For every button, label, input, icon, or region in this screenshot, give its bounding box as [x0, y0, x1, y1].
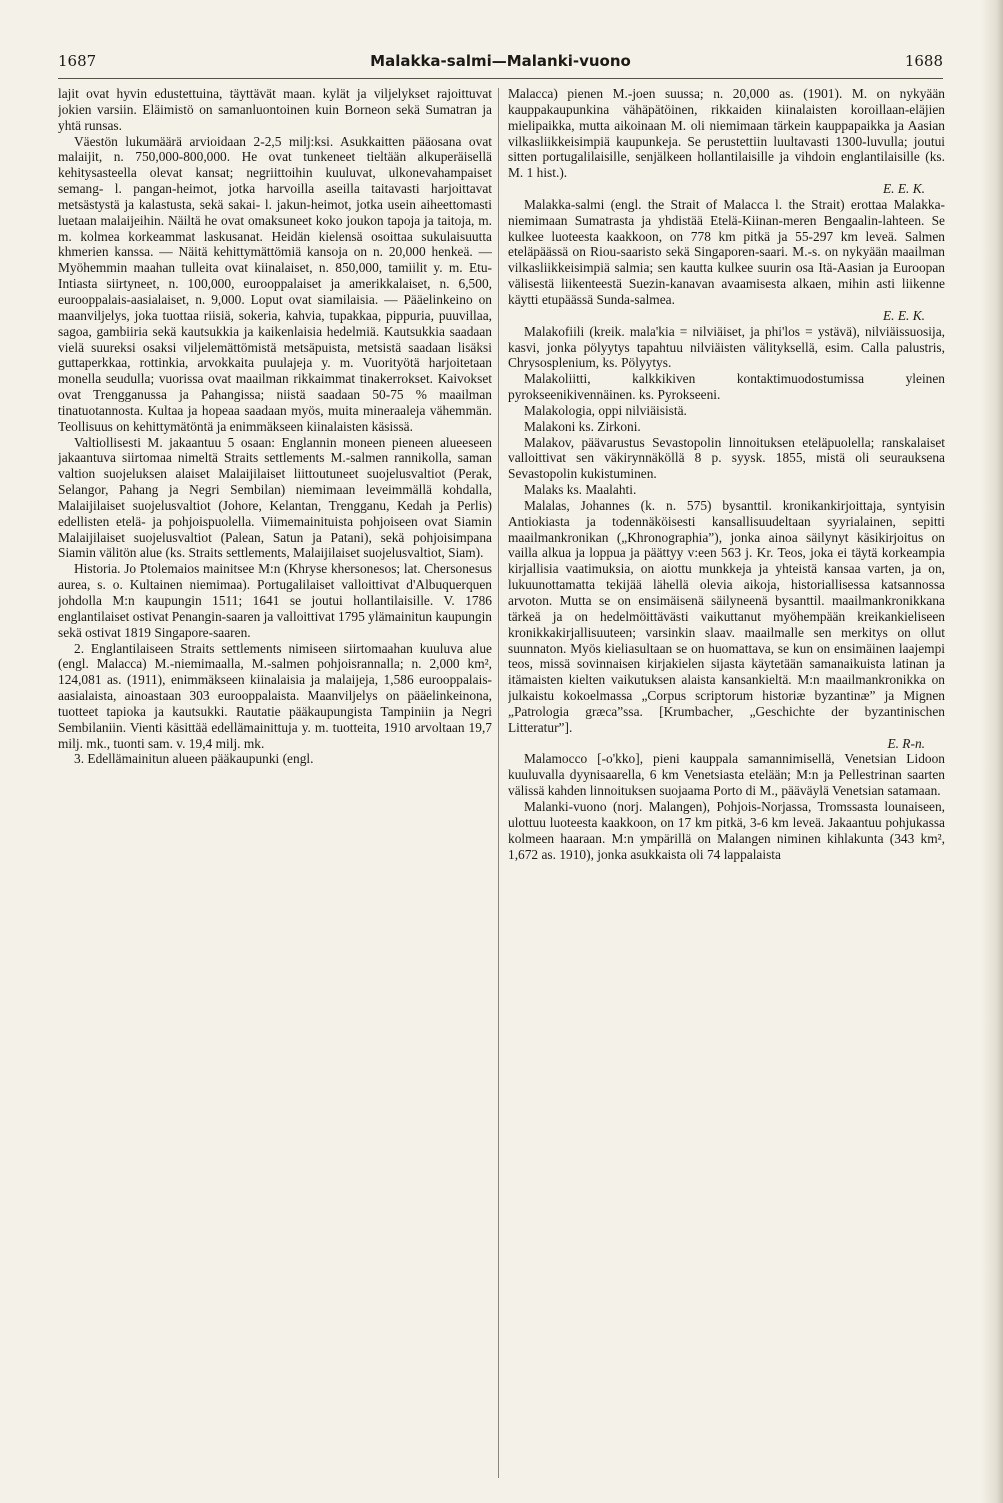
- paragraph: Valtiollisesti M. jakaantuu 5 osaan: Englannin moneen pieneen alueeseen jakaantuva siirtomaa nimeltä Straits settlements M.-salmen rannikolla, saman valtion suojeluksen alaiset Malaijilaiset liittoutuneet suojelusvaltiot (Perak, Selangor, Pahang ja Negri Sembilan) niemimaan leveimmällä kohdalla, Malaijilaiset suojelusvaltiot (Johore, Kelantan, Trengganu, Kedah ja Perlis) edellisten etelä- ja pohjoispuolella. Viimemainituista pohjoiseen ovat Siamin Malaijilaiset suojelusvaltiot (Palean, Satun ja Patani), sekä pohjoisimpana Siamin välitön alue (ks. Straits settlements, Malaijilaiset suojelusvaltiot, Siam).: [58, 434, 492, 561]
- page-number-left: 1687: [58, 52, 97, 70]
- paragraph: Malacca) pienen M.-joen suussa; n. 20,000 as. (1901). M. on nykyään kauppakaupunkina vähäpätöinen, rikkaiden kiinalaisten koroillaan-eläjien mielipaikka, mutta aikoinaan M. oli niemimaan tärkein kauppapaikka ja Aasian vilkasliikkeisimpiä kaupunkeja. Se perustettiin luultavasti 1300-luvulla; joutui sitten portugalilaisille, senjälkeen hollantilaisille ja vihdoin englantilaisille (ks. M. 1 hist.).: [508, 86, 945, 181]
- author-signature: E. R-n.: [887, 735, 925, 751]
- right-column: [508, 86, 945, 1486]
- entry-malakoliitti: Malakoliitti, kalkkikiven kontaktimuodostumissa yleinen pyrokseenikivennäinen. ks. Pyrokseeni.: [508, 371, 945, 403]
- page-number-right: 1688: [904, 52, 943, 70]
- author-signature: E. E. K.: [882, 181, 925, 197]
- left-column: [58, 86, 492, 1486]
- entry-malamocco: Malamocco [-o'kko], pieni kauppala samannimisellä, Venetsian Lidoon kuuluvalla dyynisaarella, 6 km Venetsiasta etelään; M:n ja Pellestrinan saarten välissä kahden linnoituksen suojaama Porto di M., pääväylä Venetsian satamaan.: [508, 751, 945, 799]
- column-divider: [498, 88, 499, 1478]
- entry-malakologia: Malakologia, oppi nilviäisistä.: [524, 402, 687, 418]
- paragraph: 3. Edellämainitun alueen pääkaupunki (engl.: [74, 751, 314, 767]
- entry-malanki-vuono: Malanki-vuono (norj. Malangen), Pohjois-Norjassa, Tromssasta lounaiseen, ulottuu luoteesta kaakkoon, on 17 km pitkä, 3-6 km leveä. Jakaantuu pohjukassa kolmeen haaraan. M:n ympärillä on Malangen niminen kihlakunta (343 km², 1,672 as. 1910), jonka asukkaista oli 74 lappalaista: [508, 798, 945, 862]
- page-edge-shadow: [981, 0, 1003, 1503]
- paragraph: Historia. Jo Ptolemaios mainitsee M:n (Khryse khersonesos; lat. Chersonesus aurea, s. o. Kultainen niemimaa). Portugalilaiset valloittivat d'Albuquerquen johdolla M:n kaupungin 1511; 1641 se joutui hollantilaisille. V. 1786 englantilaiset ostivat Penangin-saaren ja valloittivat 1795 ylämainitun kaupungin sekä ostivat 1819 Singapore-saaren.: [58, 561, 492, 640]
- paragraph: lajit ovat hyvin edustettuina, täyttävät maan. kylät ja viljelykset rajoittuvat jokien varsiin. Eläimistö on samanluontoinen kuin Borneon sekä Sumatran ja yhtä runsas.: [58, 86, 492, 133]
- entry-malaks: Malaks ks. Maalahti.: [524, 482, 637, 498]
- header-rule: [58, 78, 943, 79]
- running-title: Malakka-salmi—Malanki-vuono: [370, 52, 631, 70]
- entry-malakofiili: Malakofiili (kreik. mala'kia = nilviäiset, ja phi'los = ystävä), nilviäissuosija, kasvi, jonka pölyytys tapahtuu nilviäisten välityksellä, esim. Calla palustris, Chrysosplenium, ks. Pölyytys.: [508, 323, 945, 371]
- entry-malalas: Malalas, Johannes (k. n. 575) bysanttil. kronikankirjoittaja, syntyisin Antiokiasta ja todennäköisesti kansallisuudeltaan syyrialainen, sepitti maailmankronikan („Khronographia”), jonka ainoa säilynyt käsikirjoitus on vailla alkua ja loppua ja päättyy v:een 563 j. Kr. Teos, joka ei täytä korkeampia kirjallisia vaatimuksia, on aiottu munkkeja ja yhteistä kansaa varten, ja on, lukuunottamatta tekijää lähellä olevia aikoja, historiallisessa katsannossa arvoton. Mutta se on ensimäisenä säilyneenä bysanttil. maailmankronikkana tärkeä ja on hedelmöittävästi vaikuttanut myöhempään kreikankieliseen kronikkakirjallisuuteen; varsinkin slaav. maailmalle sen merkitys on ollut suunnaton. Myös kieliasultaan se on huomattava, se kun on ensimäinen laajempi teos, missä sovinnaisen kirjakielen sijasta käytetään samanaikuista latinan ja itämaisten kielten vaikutuksen alaista kansankieltä. M:n maailmankronikka on julkaistu kokoelmassa „Corpus scriptorum historiæ byzantinæ” ja Mignen „Patrologia græca”ssa. [Krumbacher, „Geschichte der byzantinischen Litteratur”].: [508, 497, 945, 735]
- paragraph: Väestön lukumäärä arvioidaan 2-2,5 milj:ksi. Asukkaitten pääosana ovat malaijit, n. 750,000-800,000. He ovat tunkeneet tieltään alkuperäisellä kehitysasteella olevat kansat; negriittoihin kuuluvat, ulkonevahampaiset semang- l. pangan-heimot, jotka harvoilla aseilla taitavasti harjoittavat metsästystä ja kalastusta, sekä sakai- l. jakun-heimot, jotka usein aiheettomasti luetaan malaijeihin. Näiltä he ovat omaksuneet koko joukon tapoja ja taitoja, m. m. kolmea korkeammat laskusanat. Heidän kielensä osoittaa sukulaisuutta khmerien kanssa. — Näitä kehittymättömiä kansoja on n. 20,000 henkeä. — Myöhemmin maahan tulleita ovat kiinalaiset, n. 850,000, tamiilit y. m. Etu-Intiasta siirtyneet, n. 100,000, eurooppalaiset ja amerikkalaiset, n. 6,500, eurooppalais-aasialaiset, n. 9,000. Loput ovat siamilaisia. — Pääelinkeino on maanviljelys, joka tuottaa riisiä, sokeria, kahvia, tupakkaa, pippuria, puuvillaa, sagoa, gambiiria sekä kautsukkia ja kaikenlaisia hedelmiä. Kautsukkia saadaan vielä suureksi osaksi viljelemättömistä metsäpuista, metsistä saadaan lisäksi guttaperkkaa, rottinkia, arvokkaita puulajeja y. m. Vuorityötä harjoitetaan monella seudulla; vuorissa ovat maailman rikkaimmat tinakerrokset. Kaivokset ovat Trengganussa ja Pahangissa; niistä saadaan 50-75 % maailman tinatuotannosta. Kultaa ja hopeaa saadaan myös, muita mineraaleja vähemmän. Teollisuus on kehittymätöntä ja enimmäkseen kiinalaisten käsissä.: [58, 133, 492, 434]
- entry-malakka-salmi: Malakka-salmi (engl. the Strait of Malacca l. the Strait) erottaa Malakka-niemimaan Sumatrasta ja yhdistää Etelä-Kiinan-meren Bengaalin-lahteen. Se kulkee luoteesta kaakkoon, on 778 km pitkä ja 55-297 km leveä. Salmen eteläpäässä on Riou-saaristo sekä Singaporen-saari. M.-s. on nykyään maailman vilkasliikkeisimpiä salmia; sen kautta kulkee suurin osa Itä-Aasian ja Euroopan välisestä liikenteestä Suezin-kanavan avaamisesta alkaen, mihin asti liikenne käytti etupäässä Sunda-salmea.: [508, 196, 945, 307]
- entry-malakov: Malakov, päävarustus Sevastopolin linnoituksen eteläpuolella; ranskalaiset valloittivat sen väkirynnäköllä 8 p. syysk. 1855, mistä oli seurauksena Sevastopolin kukistuminen.: [508, 434, 945, 482]
- author-signature: E. E. K.: [882, 307, 925, 323]
- page-header: [58, 52, 943, 74]
- paragraph: 2. Englantilaiseen Straits settlements nimiseen siirtomaahan kuuluva alue (engl. Malacca) M.-niemimaalla, M.-salmen pohjoisrannalla; n. 2,000 km², 124,081 as. (1911), enimmäkseen kiinalaisia ja malaijeja, 1,586 eurooppalais-aasialaista, ainoastaan 303 eurooppalaista. Maanviljelys on pääelinkeinona, tuotteet tapioka ja kautsukki. Rautatie pääkaupungista Tampiniin ja Negri Sembilaniin. Vienti käsittää edellämainittuja y. m. tuotteita, 1910 arvoltaan 19,7 milj. mk., tuonti sam. v. 19,4 milj. mk.: [58, 640, 492, 751]
- entry-malakoni: Malakoni ks. Zirkoni.: [524, 418, 641, 434]
